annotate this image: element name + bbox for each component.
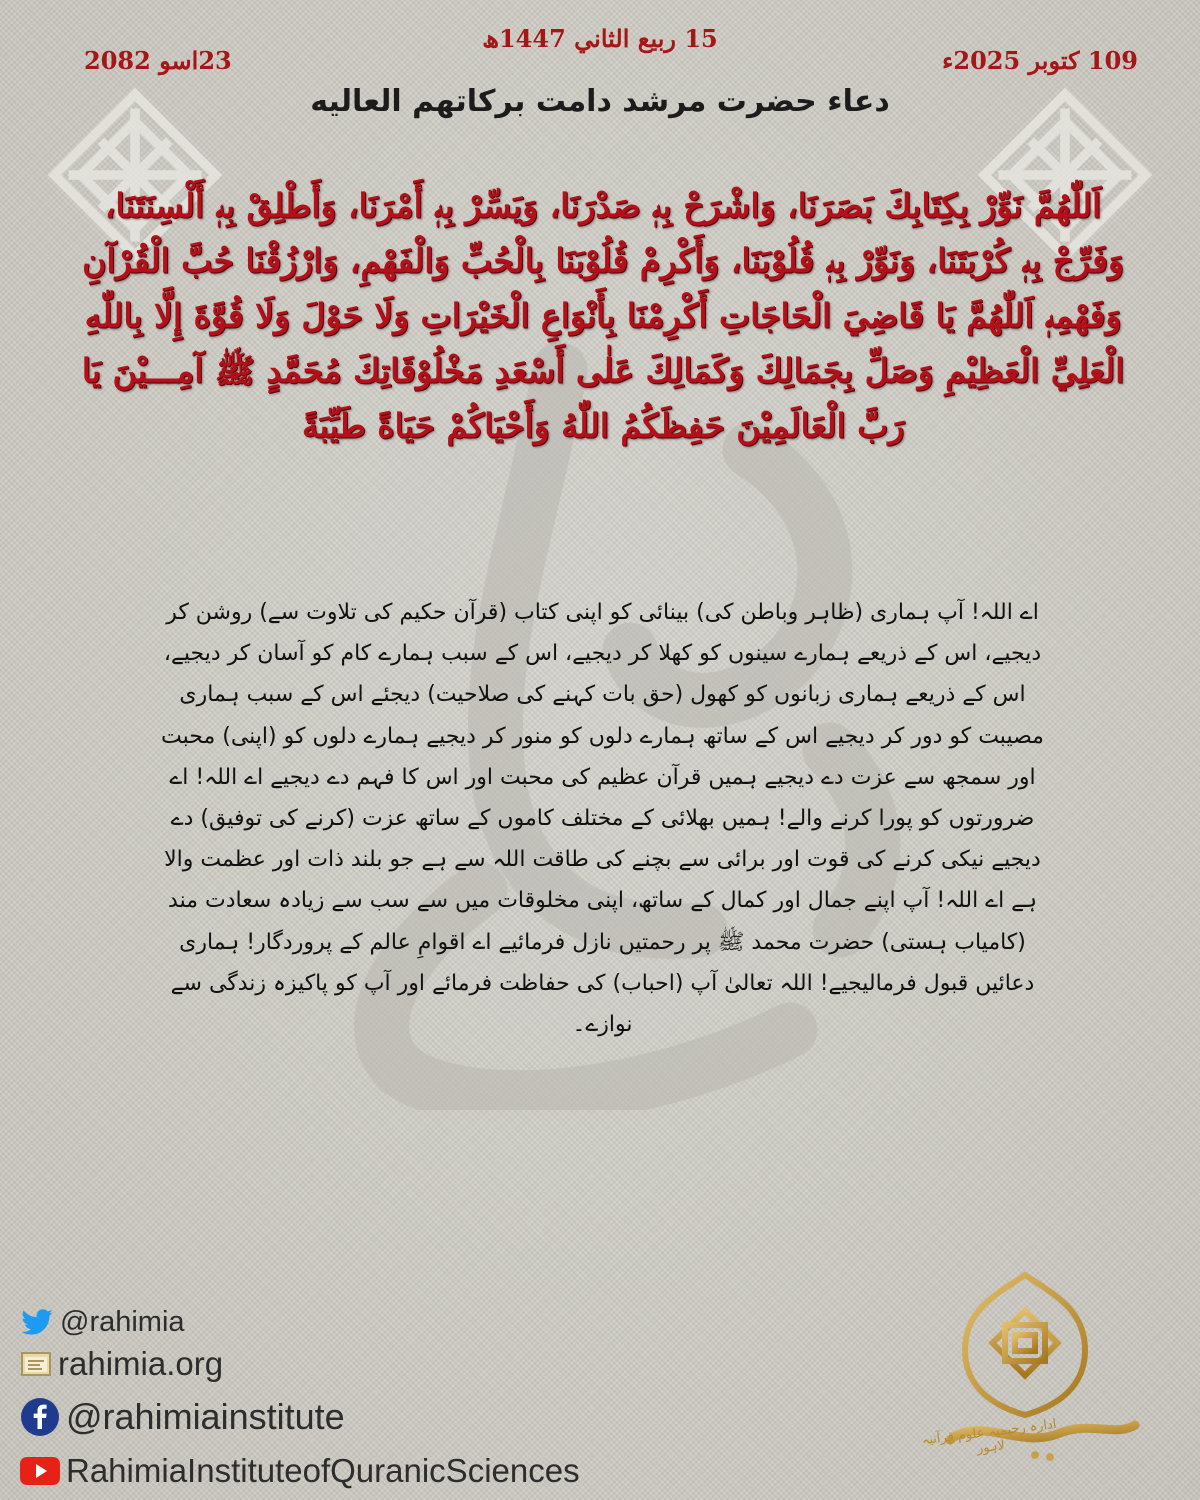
hijri-date: 15 ربيع الثاني 1447ھ [482, 24, 718, 53]
rahimia-logo [910, 1265, 1180, 1495]
website-icon [20, 1349, 52, 1379]
facebook-handle: @rahimiainstitute [66, 1396, 345, 1437]
website-url: rahimia.org [58, 1345, 224, 1382]
bikrami-date: 23اسو 2082 [84, 46, 232, 75]
page-title: دعاء حضرت مرشد دامت برکاتھم العالیه [310, 84, 890, 119]
social-website-link[interactable] [20, 1345, 223, 1383]
youtube-channel: RahimiaInstituteofQuranicSciences [66, 1452, 580, 1489]
social-youtube-link[interactable] [20, 1452, 580, 1490]
facebook-icon [20, 1397, 60, 1437]
logo-caption: ادارہ رحیمیہ علوم قرآنیہ لاہور [920, 1416, 1058, 1457]
twitter-icon [20, 1308, 54, 1338]
urdu-translation-text: اے اللہ! آپ ہماری (ظاہر وباطن کی) بینائی کو اپنی کتاب (قرآن حکیم کی تلاوت سے) روشن کر دیجیے، اس کے ذریعے ہمارے سینوں کو کھلا کر دیجیے، اس کے سبب ہمارے کام کو آسان کر دیجیے، اس کے ذریعے ہماری زبانوں کو کھول (حق بات کہنے کی صلاحیت) دیجئے اس کے سبب ہماری مصیبت کو دور کر دیجیے اس کے ساتھ ہمارے دلوں کو منور کر دیجیے ہمارے دلوں کو (اپنی) محبت اور سمجھ سے عزت دے دیجیے ہمیں قرآن عظیم کی محبت اور اس کا فہم دے دیجیے اے اللہ! اے ضرورتوں کو پورا کرنے والے! ہمیں بھلائی کے مختلف کاموں کے ساتھ عزت (کرنے کی توفیق) دے دیجیے نیکی کرنے کی قوت اور برائی سے بچنے کی طاقت اللہ سے ہے جو بلند ذات اور عظمت والا ہے اے اللہ! آپ اپنے جمال اور کمال کے ساتھ، اپنی مخلوقات میں سے سب سے زیادہ سعادت مند (کامیاب ہستی) حضرت محمد ﷺ پر رحمتیں نازل فرمائیے اے اقوامِ عالم کے پروردگار! ہماری دعائیں قبول فرمالیجیے! اللہ تعالیٰ آپ (احباب) کی حفاظت فرمائے اور آپ کو پاکیزہ زندگی سے نوازے۔ [161, 600, 1044, 1038]
youtube-icon [20, 1457, 60, 1485]
arabic-dua-text: اَللّٰهُمَّ نَوِّرْ بِكِتَابِكَ بَصَرَنَا، وَاشْرَحْ بِهٖ صَدْرَنَا، وَيَسِّرْ بِهٖ أَمْرَنَا، وَأَطْلِقْ بِهٖ أَلْسِنَتَنَا، وَفَرِّجْ بِهٖ كُرْبَتَنَا، وَنَوِّرْ بِهٖ قُلُوْبَنَا، وَأَكْرِمْ قُلُوْبَنَا بِالْحُبِّ وَالْفَهْمِ، وَارْزُقْنَا حُبَّ الْقُرْآنِ وَفَهْمِهٖ اَللّٰهُمَّ يَا قَاضِيَ الْحَاجَاتِ أَكْرِمْنَا بِأَنْوَاعِ الْخَيْرَاتِ وَلَا حَوْلَ وَلَا قُوَّةَ إِلَّا بِاللّٰهِ الْعَلِيِّ الْعَظِيْمِ وَصَلِّ بِجَمَالِكَ وَكَمَالِكَ عَلٰى أَسْعَدِ مَخْلُوْقَاتِكَ مُحَمَّدٍ ﷺ آمِـــيْنَ يَا رَبَّ الْعَالَمِيْنَ حَفِظَكُمُ اللّٰهُ وَأَحْيَاكُمْ حَيَاةً طَيِّبَةً [81, 186, 1125, 445]
gregorian-date: 109 کتوبر 2025ء [942, 46, 1138, 75]
social-twitter-link[interactable] [20, 1306, 185, 1339]
twitter-handle: @rahimia [60, 1306, 185, 1338]
social-facebook-link[interactable] [20, 1396, 345, 1438]
